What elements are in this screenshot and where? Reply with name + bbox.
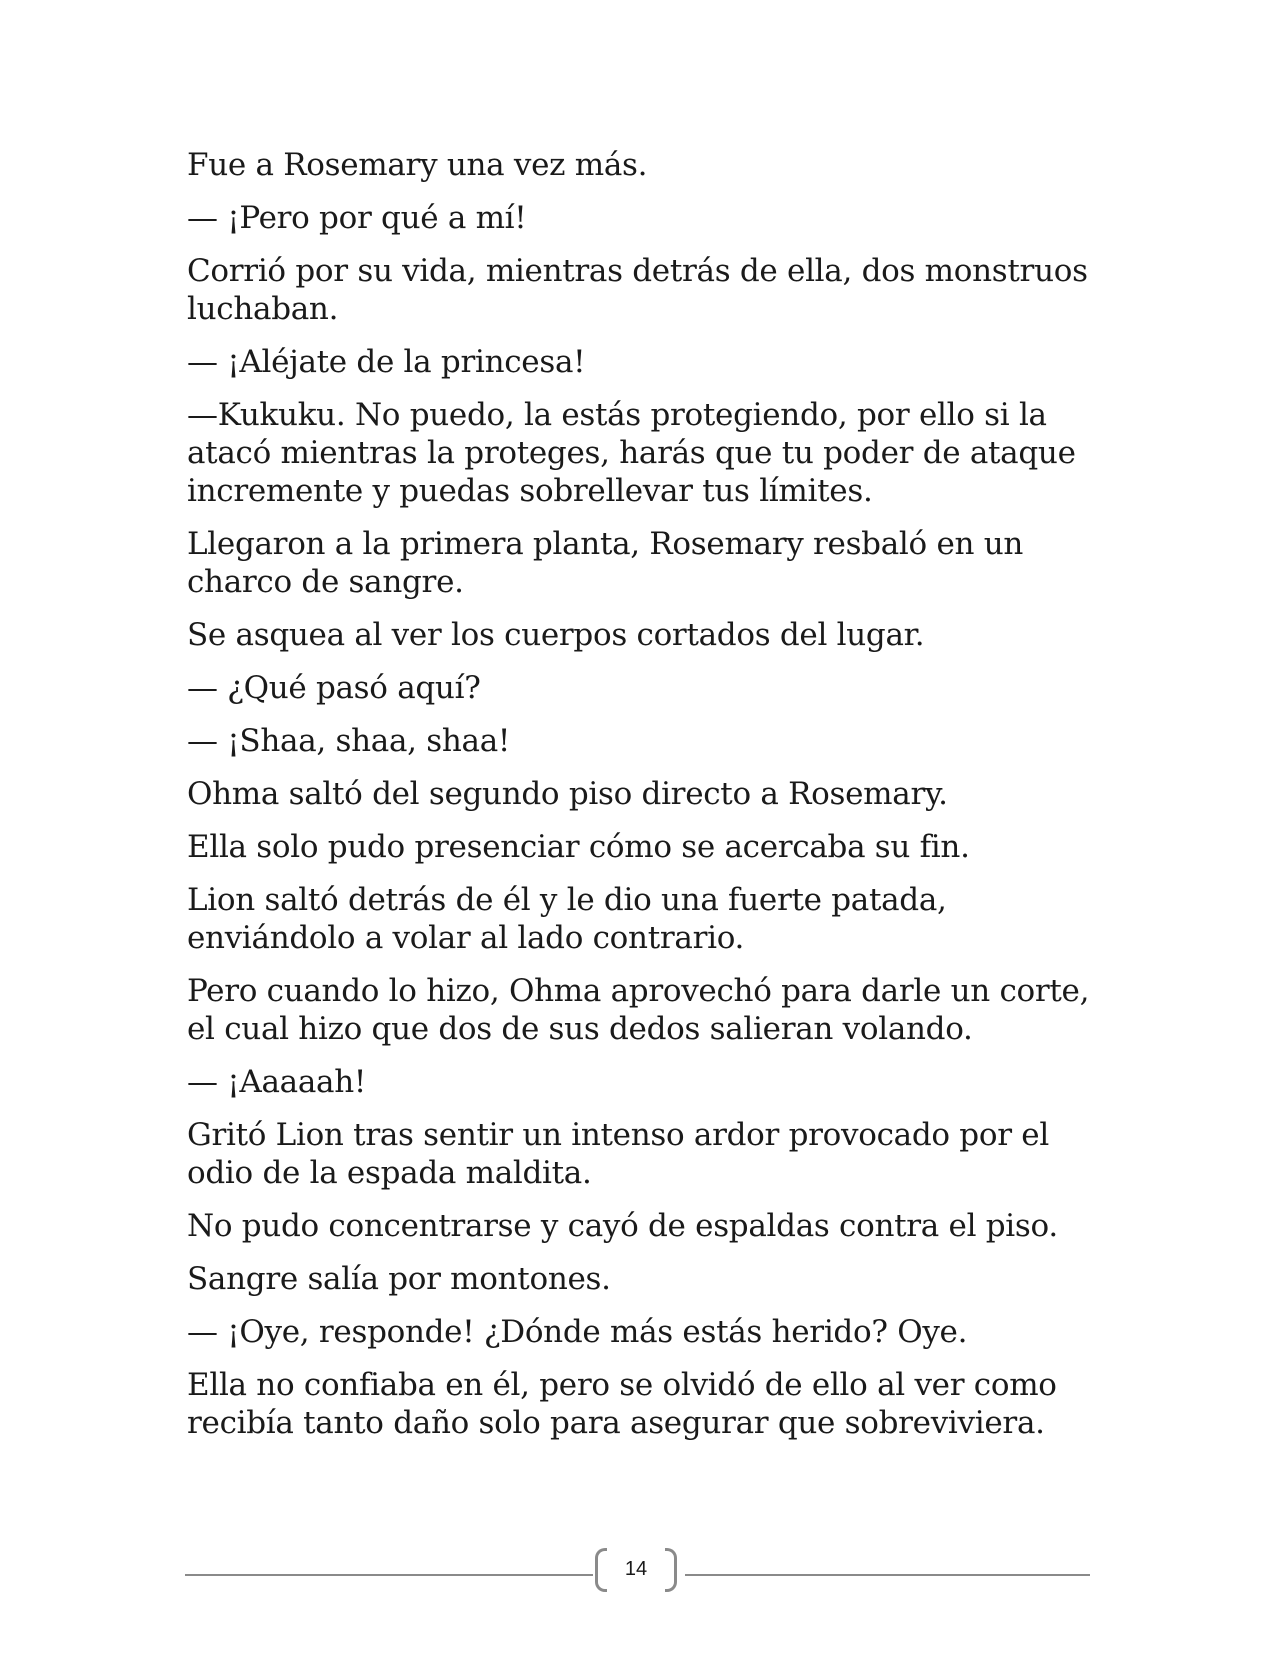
- footer-rule-right: [685, 1574, 1090, 1576]
- paragraph: Ella solo pudo presenciar cómo se acercaba su fin.: [187, 829, 970, 865]
- text-body: [187, 146, 1097, 1457]
- paragraph: Gritó Lion tras sentir un intenso ardor provocado por el odio de la espada maldita.: [187, 1117, 1049, 1191]
- bracket-left-decoration: [595, 1548, 607, 1592]
- page-footer: [185, 1548, 1090, 1598]
- paragraph: Sangre salía por montones.: [187, 1261, 611, 1297]
- paragraph: Ella no confiaba en él, pero se olvidó de ello al ver como recibía tanto daño solo para asegurar que sobreviviera.: [187, 1367, 1057, 1441]
- paragraph: — ¿Qué pasó aquí?: [187, 670, 481, 706]
- paragraph: Lion saltó detrás de él y le dio una fuerte patada, enviándolo a volar al lado contrario.: [187, 882, 947, 956]
- bracket-right-decoration: [665, 1548, 677, 1592]
- paragraph: — ¡Pero por qué a mí!: [187, 200, 527, 236]
- paragraph: — ¡Oye, responde! ¿Dónde más estás herido? Oye.: [187, 1314, 968, 1350]
- paragraph: Pero cuando lo hizo, Ohma aprovechó para darle un corte, el cual hizo que dos de sus dedos salieran volando.: [187, 973, 1090, 1047]
- paragraph: Ohma saltó del segundo piso directo a Rosemary.: [187, 776, 948, 812]
- paragraph: — ¡Shaa, shaa, shaa!: [187, 723, 511, 759]
- paragraph: Fue a Rosemary una vez más.: [187, 147, 648, 183]
- paragraph: —Kukuku. No puedo, la estás protegiendo, por ello si la atacó mientras la proteges, harás que tu poder de ataque incremente y puedas sobrellevar tus límites.: [187, 397, 1076, 509]
- footer-rule-left: [185, 1574, 593, 1576]
- paragraph: Llegaron a la primera planta, Rosemary resbaló en un charco de sangre.: [187, 526, 1024, 600]
- paragraph: — ¡Aléjate de la princesa!: [187, 344, 586, 380]
- paragraph: Se asquea al ver los cuerpos cortados del lugar.: [187, 617, 925, 653]
- paragraph: Corrió por su vida, mientras detrás de ella, dos monstruos luchaban.: [187, 253, 1088, 327]
- page-number: 14: [624, 1558, 648, 1580]
- paragraph: — ¡Aaaaah!: [187, 1064, 367, 1100]
- paragraph: No pudo concentrarse y cayó de espaldas contra el piso.: [187, 1208, 1058, 1244]
